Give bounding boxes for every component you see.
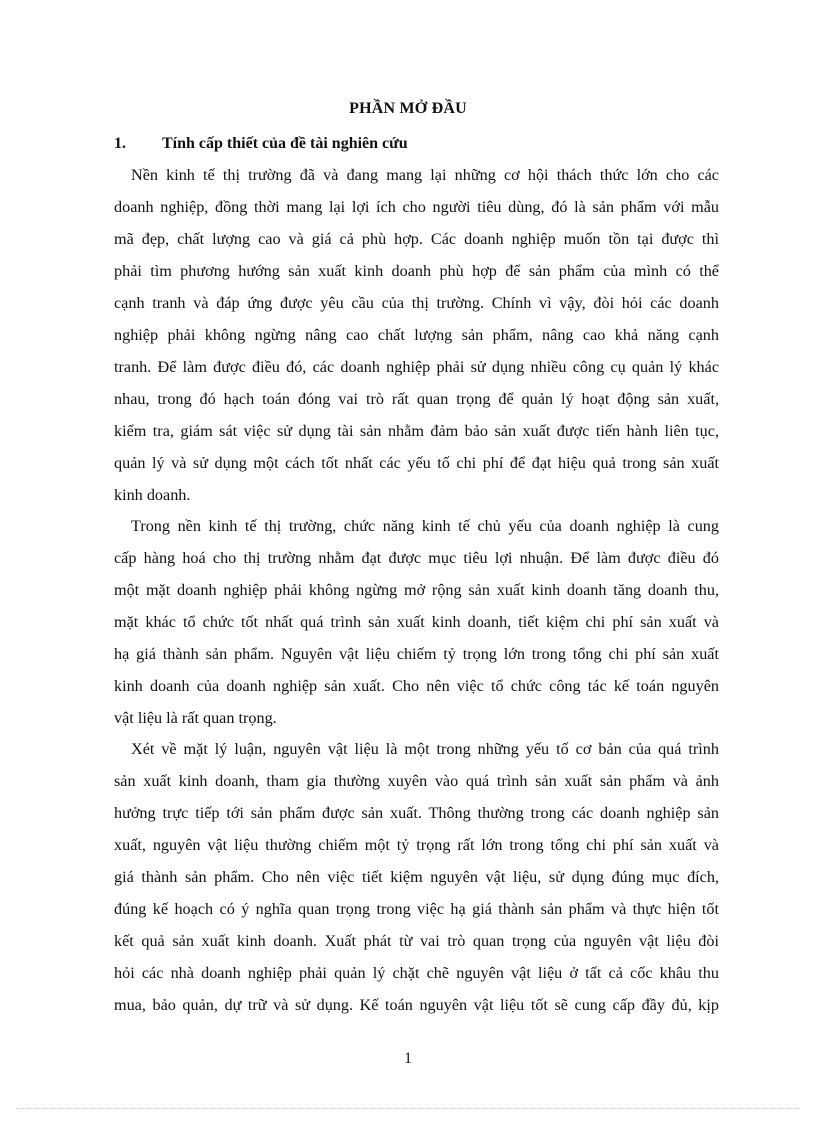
page-title: PHẦN MỞ ĐẦU: [349, 100, 467, 117]
paragraph-2-line: mặt khác tổ chức tốt nhất quá trình sản xuất kinh doanh, tiết kiệm chi phí sản xuất và: [114, 613, 719, 631]
paragraph-3-line: kết quả sản xuất kinh doanh. Xuất phát từ vai trò quan trọng của nguyên vật liệu đòi: [114, 932, 719, 950]
paragraph-2-line: một mặt doanh nghiệp phải không ngừng mở rộng sản xuất kinh doanh tăng doanh thu,: [114, 581, 719, 599]
paragraph-3-line: sản xuất kinh doanh, tham gia thường xuyên vào quá trình sản xuất sản phẩm và ảnh: [114, 772, 719, 790]
paragraph-2-line: hạ giá thành sản phẩm. Nguyên vật liệu chiếm tỷ trọng lớn trong tổng chi phí sản xuất: [114, 645, 719, 663]
paragraph-3-line: hưởng trực tiếp tới sản phẩm được sản xuất. Thông thường trong các doanh nghiệp sản: [114, 804, 719, 822]
paragraph-2-line: vật liệu là rất quan trọng.: [114, 709, 277, 727]
paragraph-1-line: mã đẹp, chất lượng cao và giá cả phù hợp. Các doanh nghiệp muốn tồn tại được thì: [114, 230, 719, 248]
paragraph-3-line: Xét về mặt lý luận, nguyên vật liệu là một trong những yếu tố cơ bản của quá trình: [131, 740, 719, 758]
paragraph-3-line: đúng kế hoạch có ý nghĩa quan trọng trong việc hạ giá thành sản phẩm và thực hiện tốt: [114, 900, 719, 918]
paragraph-1-line: doanh nghiệp, đồng thời mang lại lợi ích cho người tiêu dùng, đó là sản phẩm với mẫu: [114, 198, 719, 216]
paragraph-1-line: Nền kinh tế thị trường đã và đang mang lại những cơ hội thách thức lớn cho các: [131, 166, 719, 184]
paragraph-2-line: Trong nền kinh tế thị trường, chức năng kinh tế chủ yếu của doanh nghiệp là cung: [131, 517, 719, 535]
paragraph-3-line: xuất, nguyên vật liệu thường chiếm một tỷ trọng rất lớn trong tổng chi phí sản xuất và: [114, 836, 719, 854]
paragraph-2-line: kinh doanh của doanh nghiệp sản xuất. Cho nên việc tổ chức công tác kế toán nguyên: [114, 677, 719, 695]
paragraph-3-line: giá thành sản phẩm. Cho nên việc tiết kiệm nguyên vật liệu, sử dụng đúng mục đích,: [114, 868, 719, 886]
paragraph-3-line: mua, bảo quản, dự trữ và sử dụng. Kế toán nguyên vật liệu tốt sẽ cung cấp đầy đủ, kịp: [114, 996, 719, 1014]
paragraph-3-line: hỏi các nhà doanh nghiệp phải quản lý chặt chẽ nguyên vật liệu ở tất cả cốc khâu thu: [114, 964, 719, 982]
paragraph-1-line: cạnh tranh và đáp ứng được yêu cầu của thị trường. Chính vì vậy, đòi hỏi các doanh: [114, 294, 719, 312]
paragraph-1-line: tranh. Để làm được điều đó, các doanh nghiệp phải sử dụng nhiều công cụ quản lý khác: [114, 358, 719, 376]
section-heading: [114, 135, 408, 153]
paragraph-1-line: nghiệp phải không ngừng nâng cao chất lượng sản phẩm, nâng cao khả năng cạnh: [114, 326, 719, 344]
section-number: 1.: [114, 135, 126, 152]
paragraph-1-line: quản lý và sử dụng một cách tốt nhất các yếu tố chi phí để đạt hiệu quả trong sản xuất: [114, 454, 719, 472]
paragraph-1-line: kinh doanh.: [114, 486, 191, 504]
page-bottom-divider: [16, 1108, 800, 1109]
paragraph-1-line: kiểm tra, giám sát việc sử dụng tài sản nhằm đảm bảo sản xuất được tiến hành liên tục,: [114, 422, 719, 440]
section-title: Tính cấp thiết của đề tài nghiên cứu: [162, 135, 408, 152]
paragraph-1-line: nhau, trong đó hạch toán đóng vai trò rất quan trọng để quản lý hoạt động sản xuất,: [114, 390, 719, 408]
paragraph-2-line: cấp hàng hoá cho thị trường nhằm đạt được mục tiêu lợi nhuận. Để làm được điều đó: [114, 549, 719, 567]
paragraph-1-line: phải tìm phương hướng sản xuất kinh doanh phù hợp để sản phẩm của mình có thể: [114, 262, 719, 280]
page-number: 1: [404, 1050, 412, 1067]
